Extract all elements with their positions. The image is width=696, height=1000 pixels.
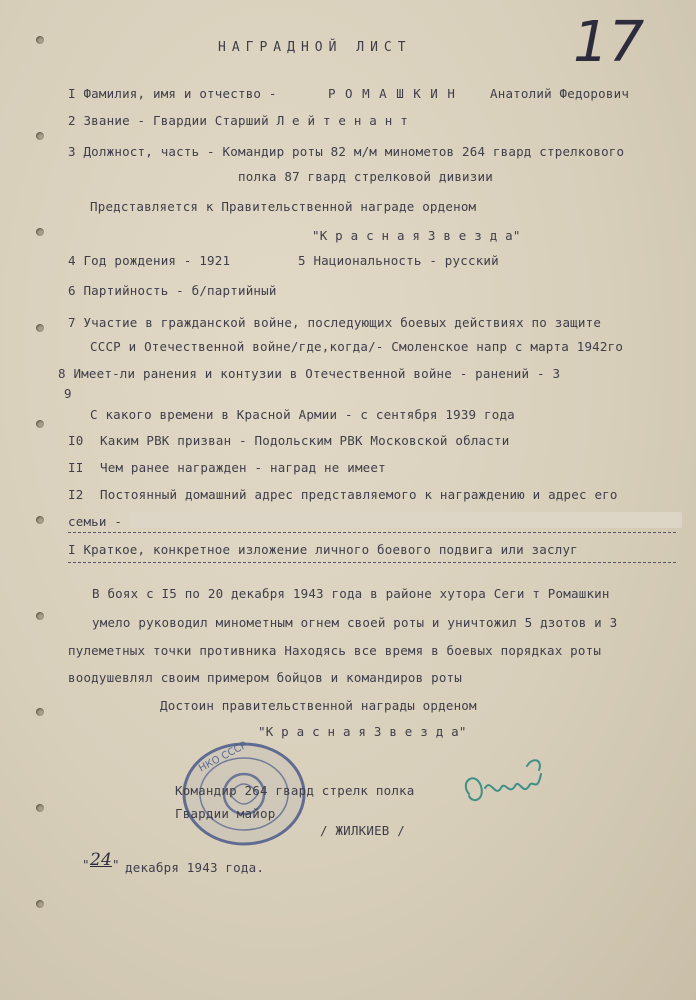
item-birth-year: 4 Год рождения - 1921 (68, 253, 231, 268)
feat-line-2: умело руководил минометным огнем своей роты и уничтожил 5 дзотов и 3 (92, 615, 618, 630)
commander-name: / ЖИЛКИЕВ / (320, 823, 405, 838)
worthy-line: Достоин правительственной награды орденом (160, 698, 477, 713)
item-rvk-number: I0 (68, 433, 84, 448)
date-day: 24 (90, 850, 113, 870)
item-name-surname: Р О М А Ш К И Н (328, 86, 456, 101)
item-name-label: I Фамилия, имя и отчество - (68, 86, 277, 101)
item-position-line1: 3 Должност, часть - Командир роты 82 м/м минометов 264 гвард стрелкового (68, 144, 625, 159)
item-nationality: 5 Национальность - русский (298, 253, 499, 268)
date-close-quote: " (112, 857, 120, 872)
document-title: НАГРАДНОЙ ЛИСТ (218, 40, 412, 55)
separator-bottom (68, 562, 676, 563)
item-position-line2: полка 87 гвард стрелковой дивизии (238, 169, 493, 184)
commander-signature (455, 752, 550, 822)
redacted-address (130, 512, 682, 528)
item-rvk: Каким РВК призван - Подольским РВК Московской области (100, 433, 510, 448)
svg-text:НКО СССР: НКО СССР (197, 739, 249, 775)
feat-heading: I Краткое, конкретное изложение личного боевого подвига или заслуг (68, 542, 578, 557)
item-prev-awards-number: II (68, 460, 84, 475)
handwritten-sheet-number: 17 (573, 10, 645, 75)
commander-line1: Командир 264 гвард стрелк полка (175, 783, 415, 798)
item-address-number: I2 (68, 487, 84, 502)
item-participation-line2: СССР и Отечественной войне/где,когда/- Смоленское напр с марта 1942го (90, 339, 624, 354)
item-address-line2: семьи - (68, 514, 123, 529)
separator-top (68, 532, 676, 533)
worthy-award: "К р а с н а я З в е з д а" (258, 724, 467, 739)
item9-number: 9 (64, 386, 72, 401)
item-party: 6 Партийность - б/партийный (68, 283, 277, 298)
award-intro: Представляется к Правительственной награде орденом (90, 199, 477, 214)
binder-holes (36, 0, 48, 1000)
date-rest: декабря 1943 года. (125, 860, 265, 875)
award-name: "К р а с н а я З в е з д а" (312, 228, 521, 243)
item-prev-awards: Чем ранее награжден - наград не имеет (100, 460, 386, 475)
feat-line-1: В боях с I5 по 20 декабря 1943 года в районе хутора Сеги т Ромашкин (92, 586, 610, 601)
item-rank: 2 Звание - Гвардии Старший Л е й т е н а н т (68, 113, 408, 128)
item-army-since: С какого времени в Красной Армии - с сентября 1939 года (90, 407, 515, 422)
feat-line-4: воодушевлял своим примером бойцов и командиров роты (68, 670, 463, 685)
feat-line-3: пулеметных точки противника Находясь все время в боевых порядках роты (68, 643, 602, 658)
date-open-quote: " (82, 857, 90, 872)
item-participation-line1: 7 Участие в гражданской войне, последующих боевых действиях по защите (68, 315, 602, 330)
item-address-line1: Постоянный домашний адрес представляемого к награждению и адрес его (100, 487, 618, 502)
item-name-rest: Анатолий Федорович (490, 86, 630, 101)
commander-line2: Гвардии майор (175, 806, 276, 821)
item-wounds: 8 Имеет-ли ранения и контузии в Отечественной войне - ранений - 3 (58, 366, 561, 381)
